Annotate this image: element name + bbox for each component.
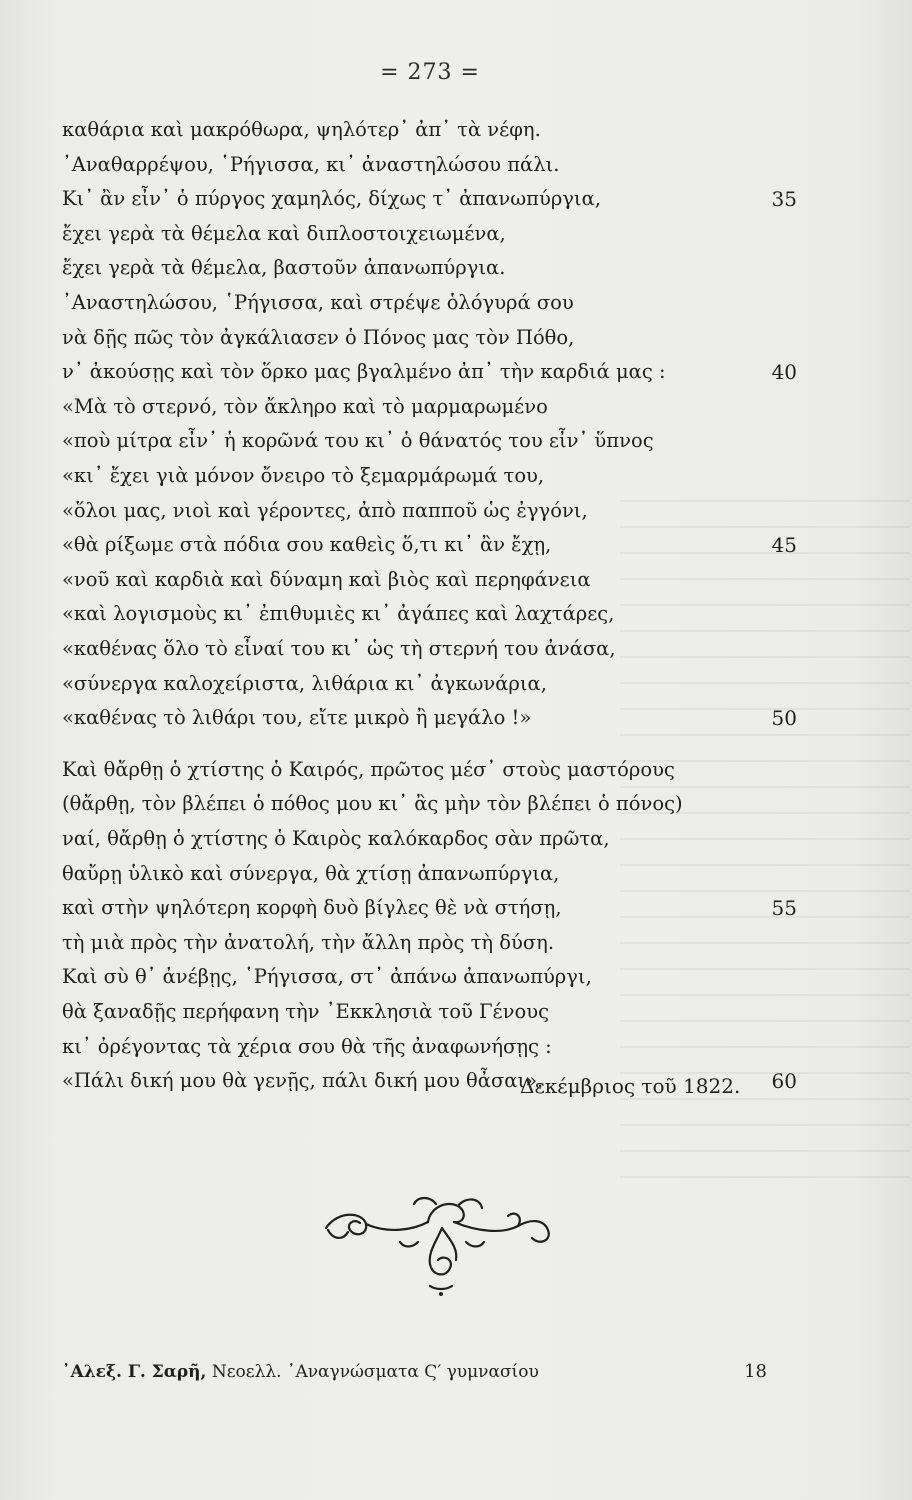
poem-line	[62, 389, 797, 425]
line-number: 55	[771, 896, 797, 920]
poem-line-text: θὰ ξαναδῇς περήφανη τὴν ᾽Εκκλησιὰ τοῦ Γένους	[62, 1000, 550, 1023]
line-number: 45	[771, 533, 797, 557]
poem-line	[62, 320, 797, 356]
poem-line	[62, 562, 797, 598]
page-footer	[62, 1357, 797, 1387]
poem-line-text: «καὶ λογισμοὺς κι᾽ ἐπιθυμιὲς κι᾽ ἀγάπες καὶ λαχτάρες,	[62, 602, 615, 625]
footer-signature: 18	[744, 1361, 767, 1382]
line-number: 35	[771, 187, 797, 211]
poem-line-text: θαὔρῃ ὑλικὸ καὶ σύνεργα, θὰ χτίσῃ ἀπανωπύργια,	[62, 862, 560, 885]
poem-line	[62, 666, 797, 702]
poem-line-text: «καθένας ὅλο τὸ εἶναί του κι᾽ ὡς τὴ στερνή του ἀνάσα,	[62, 637, 616, 660]
line-number: 50	[771, 706, 797, 730]
poem-line-text: «καθένας τὸ λιθάρι του, εἴτε μικρὸ ἢ μεγάλο !»	[62, 706, 532, 729]
poem-line-text: ναί, θἄρθῃ ὁ χτίστης ὁ Καιρὸς καλόκαρδος σὰν πρῶτα,	[62, 827, 610, 850]
poem-line-text: κι᾽ ὀρέγοντας τὰ χέρια σου θὰ τῆς ἀναφωνήσῃς :	[62, 1035, 552, 1058]
page-number: = 273 =	[380, 60, 480, 85]
poem-line-text: ᾽Αναστηλώσου, ῾Ρήγισσα, καὶ στρέψε ὁλόγυρά σου	[62, 291, 574, 314]
poem-line-text: (θἄρθῃ, τὸν βλέπει ὁ πόθος μου κι᾽ ἂς μὴν τὸν βλέπει ὁ πόνος)	[62, 792, 683, 815]
poem-line	[62, 925, 797, 961]
line-number: 60	[771, 1069, 797, 1093]
poem-line	[62, 890, 797, 926]
poem-line	[62, 786, 797, 822]
poem-line-text: «Μὰ τὸ στερνό, τὸν ἄκληρο καὶ τὸ μαρμαρωμένο	[62, 395, 548, 418]
poem-line	[62, 112, 797, 148]
poem-line	[62, 631, 797, 667]
poem-line	[62, 493, 797, 529]
poem-line-text: ᾽Αναθαρρέψου, ῾Ρήγισσα, κι᾽ ἀναστηλώσου πάλι.	[62, 153, 560, 176]
decorative-scroll-ornament-icon	[318, 1190, 558, 1300]
poem-line	[62, 821, 797, 857]
poem-line	[62, 147, 797, 183]
poem-line-text: τὴ μιὰ πρὸς τὴν ἀνατολή, τὴν ἄλλη πρὸς τὴ δύση.	[62, 931, 555, 954]
poem-date: Δεκέμβριος τοῦ 1822.	[520, 1074, 741, 1098]
poem-line-text: «σύνεργα καλοχείριστα, λιθάρια κι᾽ ἀγκωνάρια,	[62, 672, 547, 695]
poem-line	[62, 285, 797, 321]
poem-line	[62, 354, 797, 390]
poem-line-text: ἔχει γερὰ τὰ θέμελα καὶ διπλοστοιχειωμένα,	[62, 222, 506, 245]
poem-line	[62, 181, 797, 217]
poem-line-text: ἔχει γερὰ τὰ θέμελα, βαστοῦν ἀπανωπύργια.	[62, 256, 506, 279]
poem-line-text: «Πάλι δική μου θὰ γενῇς, πάλι δική μου θἆσαι».	[62, 1069, 544, 1092]
poem-line	[62, 423, 797, 459]
line-number: 40	[771, 360, 797, 384]
poem-line-text: «ποὺ μίτρα εἶν᾽ ἡ κορῶνά του κι᾽ ὁ θάνατός του εἶν᾽ ὕπνος	[62, 429, 654, 452]
footer-author: ᾽Αλεξ. Γ. Σαρῆ,	[62, 1362, 207, 1382]
poem-line-text: ν᾽ ἀκούσῃς καὶ τὸν ὅρκο μας βγαλμένο ἀπ᾽ τὴν καρδιά μας :	[62, 360, 666, 383]
poem-line-text: Καὶ θἄρθῃ ὁ χτίστης ὁ Καιρός, πρῶτος μέσ᾽ στοὺς μαστόρους	[62, 758, 675, 781]
poem-line	[62, 959, 797, 995]
poem-line	[62, 856, 797, 892]
poem-line	[62, 1029, 797, 1065]
footer-book-title: Νεοελλ. ᾽Αναγνώσματα Ϛ′ γυμνασίου	[211, 1362, 539, 1382]
poem-line-text: «ὅλοι μας, νιοὶ καὶ γέροντες, ἀπὸ παπποῦ ὡς ἐγγόνι,	[62, 499, 588, 522]
poem-line	[62, 700, 797, 736]
poem-line-text: Κι᾽ ἂν εἶν᾽ ὁ πύργος χαμηλός, δίχως τ᾽ ἀπανωπύργια,	[62, 187, 601, 210]
poem-line-text: καὶ στὴν ψηλότερη κορφὴ δυὸ βίγλες θὲ νὰ στήσῃ,	[62, 896, 562, 919]
poem-line-text: «νοῦ καὶ καρδιὰ καὶ δύναμη καὶ βιὸς καὶ περηφάνεια	[62, 568, 591, 591]
poem-line	[62, 596, 797, 632]
poem-line-text: «θὰ ρίξωμε στὰ πόδια σου καθεὶς ὅ,τι κι᾽ ἂν ἔχῃ,	[62, 533, 552, 556]
poem-line-text: καθάρια καὶ μακρόθωρα, ψηλότερ᾽ ἀπ᾽ τὰ νέφη.	[62, 118, 541, 141]
poem-line	[62, 216, 797, 252]
poem-line	[62, 527, 797, 563]
poem-line-text: «κι᾽ ἔχει γιὰ μόνον ὄνειρο τὸ ξεμαρμάρωμά του,	[62, 464, 545, 487]
poem-line	[62, 250, 797, 286]
poem-line	[62, 994, 797, 1030]
poem-line-text: Καὶ σὺ θ᾽ ἀνέβῃς, ῾Ρήγισσα, στ᾽ ἀπάνω ἀπανωπύργι,	[62, 965, 592, 988]
poem-line	[62, 752, 797, 788]
poem-line	[62, 458, 797, 494]
poem-line-text: νὰ δῇς πῶς τὸν ἀγκάλιασεν ὁ Πόνος μας τὸν Πόθο,	[62, 326, 575, 349]
